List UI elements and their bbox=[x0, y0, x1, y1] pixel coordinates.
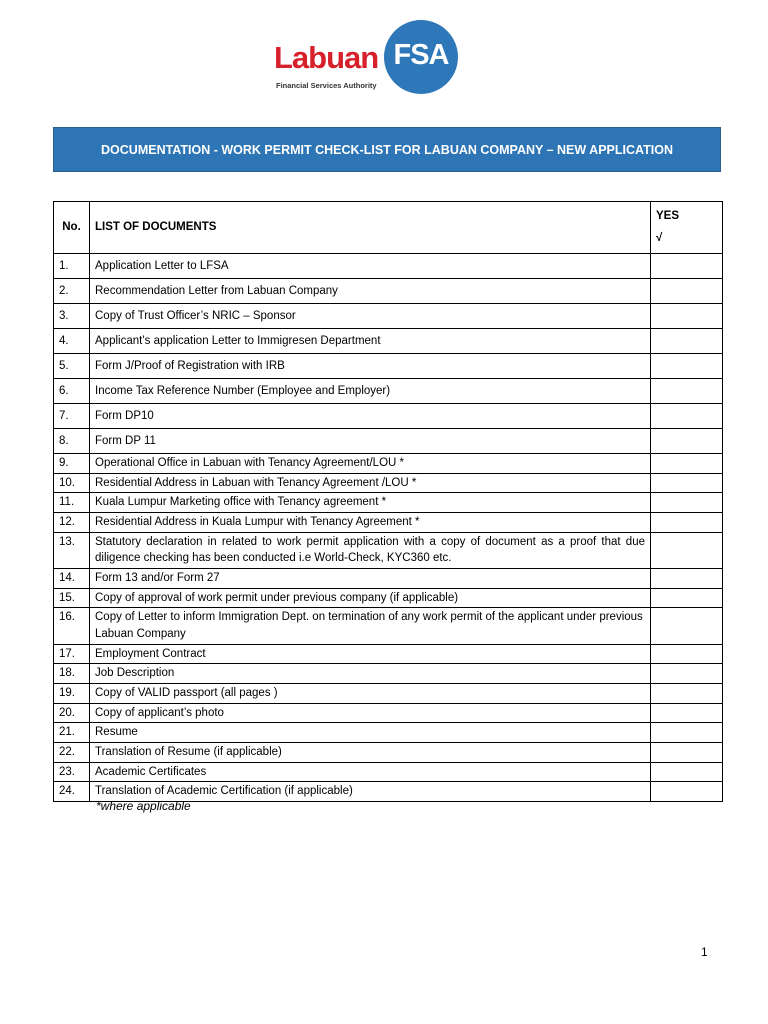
table-row bbox=[54, 429, 723, 454]
row-yes-cell[interactable] bbox=[651, 743, 723, 763]
table-row bbox=[54, 723, 723, 743]
row-number: 10. bbox=[54, 473, 90, 493]
row-document: Kuala Lumpur Marketing office with Tenancy agreement * bbox=[90, 493, 651, 513]
table-row bbox=[54, 743, 723, 763]
header-yes bbox=[651, 202, 723, 254]
table-row bbox=[54, 473, 723, 493]
row-number: 23. bbox=[54, 762, 90, 782]
row-number: 13. bbox=[54, 532, 90, 568]
row-yes-cell[interactable] bbox=[651, 404, 723, 429]
header-documents: LIST OF DOCUMENTS bbox=[90, 202, 651, 254]
row-number: 15. bbox=[54, 588, 90, 608]
row-document: Statutory declaration in related to work permit application with a copy of document as a proof that due diligence checking has been conducted i.e World-Check, KYC360 etc. bbox=[90, 532, 651, 568]
document-title bbox=[53, 127, 721, 172]
table-row bbox=[54, 454, 723, 474]
row-document: Copy of Letter to inform Immigration Dept. on termination of any work permit of the applicant under previous Labuan Company bbox=[90, 608, 651, 644]
row-yes-cell[interactable] bbox=[651, 684, 723, 704]
row-number: 14. bbox=[54, 569, 90, 589]
header-no: No. bbox=[54, 202, 90, 254]
table-row bbox=[54, 703, 723, 723]
row-number: 9. bbox=[54, 454, 90, 474]
checkmark-icon: √ bbox=[656, 231, 663, 244]
row-number: 18. bbox=[54, 664, 90, 684]
row-yes-cell[interactable] bbox=[651, 644, 723, 664]
row-yes-cell[interactable] bbox=[651, 762, 723, 782]
row-document: Copy of VALID passport (all pages ) bbox=[90, 684, 651, 704]
row-document: Applicant’s application Letter to Immigresen Department bbox=[90, 329, 651, 354]
logo-fsa-mark: FSA bbox=[393, 39, 449, 71]
table-row bbox=[54, 608, 723, 644]
row-number: 5. bbox=[54, 354, 90, 379]
row-document: Copy of approval of work permit under previous company (if applicable) bbox=[90, 588, 651, 608]
row-document: Job Description bbox=[90, 664, 651, 684]
page-number: 1 bbox=[701, 945, 708, 959]
row-yes-cell[interactable] bbox=[651, 379, 723, 404]
row-document: Translation of Resume (if applicable) bbox=[90, 743, 651, 763]
table-row bbox=[54, 404, 723, 429]
row-yes-cell[interactable] bbox=[651, 429, 723, 454]
table-row bbox=[54, 513, 723, 533]
row-number: 21. bbox=[54, 723, 90, 743]
row-document: Resume bbox=[90, 723, 651, 743]
footnote-where-applicable: *where applicable bbox=[96, 799, 191, 813]
row-document: Form DP 11 bbox=[90, 429, 651, 454]
table-row bbox=[54, 569, 723, 589]
document-checklist-table bbox=[53, 201, 723, 802]
row-number: 7. bbox=[54, 404, 90, 429]
table-row bbox=[54, 644, 723, 664]
row-yes-cell[interactable] bbox=[651, 513, 723, 533]
row-document: Form 13 and/or Form 27 bbox=[90, 569, 651, 589]
row-yes-cell[interactable] bbox=[651, 304, 723, 329]
row-number: 19. bbox=[54, 684, 90, 704]
row-document: Form J/Proof of Registration with IRB bbox=[90, 354, 651, 379]
row-yes-cell[interactable] bbox=[651, 664, 723, 684]
row-yes-cell[interactable] bbox=[651, 532, 723, 568]
row-document: Form DP10 bbox=[90, 404, 651, 429]
row-number: 20. bbox=[54, 703, 90, 723]
row-yes-cell[interactable] bbox=[651, 329, 723, 354]
row-document: Copy of applicant’s photo bbox=[90, 703, 651, 723]
row-number: 22. bbox=[54, 743, 90, 763]
table-row bbox=[54, 493, 723, 513]
row-document: Residential Address in Labuan with Tenancy Agreement /LOU * bbox=[90, 473, 651, 493]
row-yes-cell[interactable] bbox=[651, 254, 723, 279]
logo-wordmark: Labuan bbox=[274, 40, 379, 75]
table-row bbox=[54, 354, 723, 379]
row-document: Translation of Academic Certification (if applicable) bbox=[90, 782, 651, 802]
row-document: Recommendation Letter from Labuan Company bbox=[90, 279, 651, 304]
row-yes-cell[interactable] bbox=[651, 279, 723, 304]
row-number: 16. bbox=[54, 608, 90, 644]
table-row bbox=[54, 304, 723, 329]
row-yes-cell[interactable] bbox=[651, 493, 723, 513]
table-row bbox=[54, 588, 723, 608]
table-row bbox=[54, 379, 723, 404]
row-number: 4. bbox=[54, 329, 90, 354]
row-yes-cell[interactable] bbox=[651, 703, 723, 723]
document-title-text: DOCUMENTATION - WORK PERMIT CHECK-LIST FOR LABUAN COMPANY – NEW APPLICATION bbox=[101, 142, 673, 157]
table-header-row bbox=[54, 202, 723, 254]
row-number: 1. bbox=[54, 254, 90, 279]
labuan-fsa-logo bbox=[274, 18, 464, 94]
table-row bbox=[54, 664, 723, 684]
row-number: 8. bbox=[54, 429, 90, 454]
table-row bbox=[54, 532, 723, 568]
row-yes-cell[interactable] bbox=[651, 588, 723, 608]
row-yes-cell[interactable] bbox=[651, 354, 723, 379]
row-number: 17. bbox=[54, 644, 90, 664]
row-number: 2. bbox=[54, 279, 90, 304]
table-row bbox=[54, 684, 723, 704]
row-yes-cell[interactable] bbox=[651, 473, 723, 493]
logo-subtitle: Financial Services Authority bbox=[276, 81, 377, 90]
row-number: 24. bbox=[54, 782, 90, 802]
row-document: Residential Address in Kuala Lumpur with Tenancy Agreement * bbox=[90, 513, 651, 533]
row-number: 12. bbox=[54, 513, 90, 533]
row-document: Academic Certificates bbox=[90, 762, 651, 782]
row-number: 11. bbox=[54, 493, 90, 513]
row-document: Employment Contract bbox=[90, 644, 651, 664]
row-document: Copy of Trust Officer’s NRIC – Sponsor bbox=[90, 304, 651, 329]
table-row bbox=[54, 762, 723, 782]
row-yes-cell[interactable] bbox=[651, 782, 723, 802]
row-yes-cell[interactable] bbox=[651, 454, 723, 474]
row-yes-cell[interactable] bbox=[651, 569, 723, 589]
row-document: Income Tax Reference Number (Employee and Employer) bbox=[90, 379, 651, 404]
table-row bbox=[54, 254, 723, 279]
row-yes-cell[interactable] bbox=[651, 608, 723, 644]
row-document: Operational Office in Labuan with Tenancy Agreement/LOU * bbox=[90, 454, 651, 474]
row-number: 3. bbox=[54, 304, 90, 329]
row-number: 6. bbox=[54, 379, 90, 404]
row-document: Application Letter to LFSA bbox=[90, 254, 651, 279]
row-yes-cell[interactable] bbox=[651, 723, 723, 743]
table-row bbox=[54, 329, 723, 354]
header-yes-label: YES bbox=[656, 209, 680, 222]
table-row bbox=[54, 279, 723, 304]
